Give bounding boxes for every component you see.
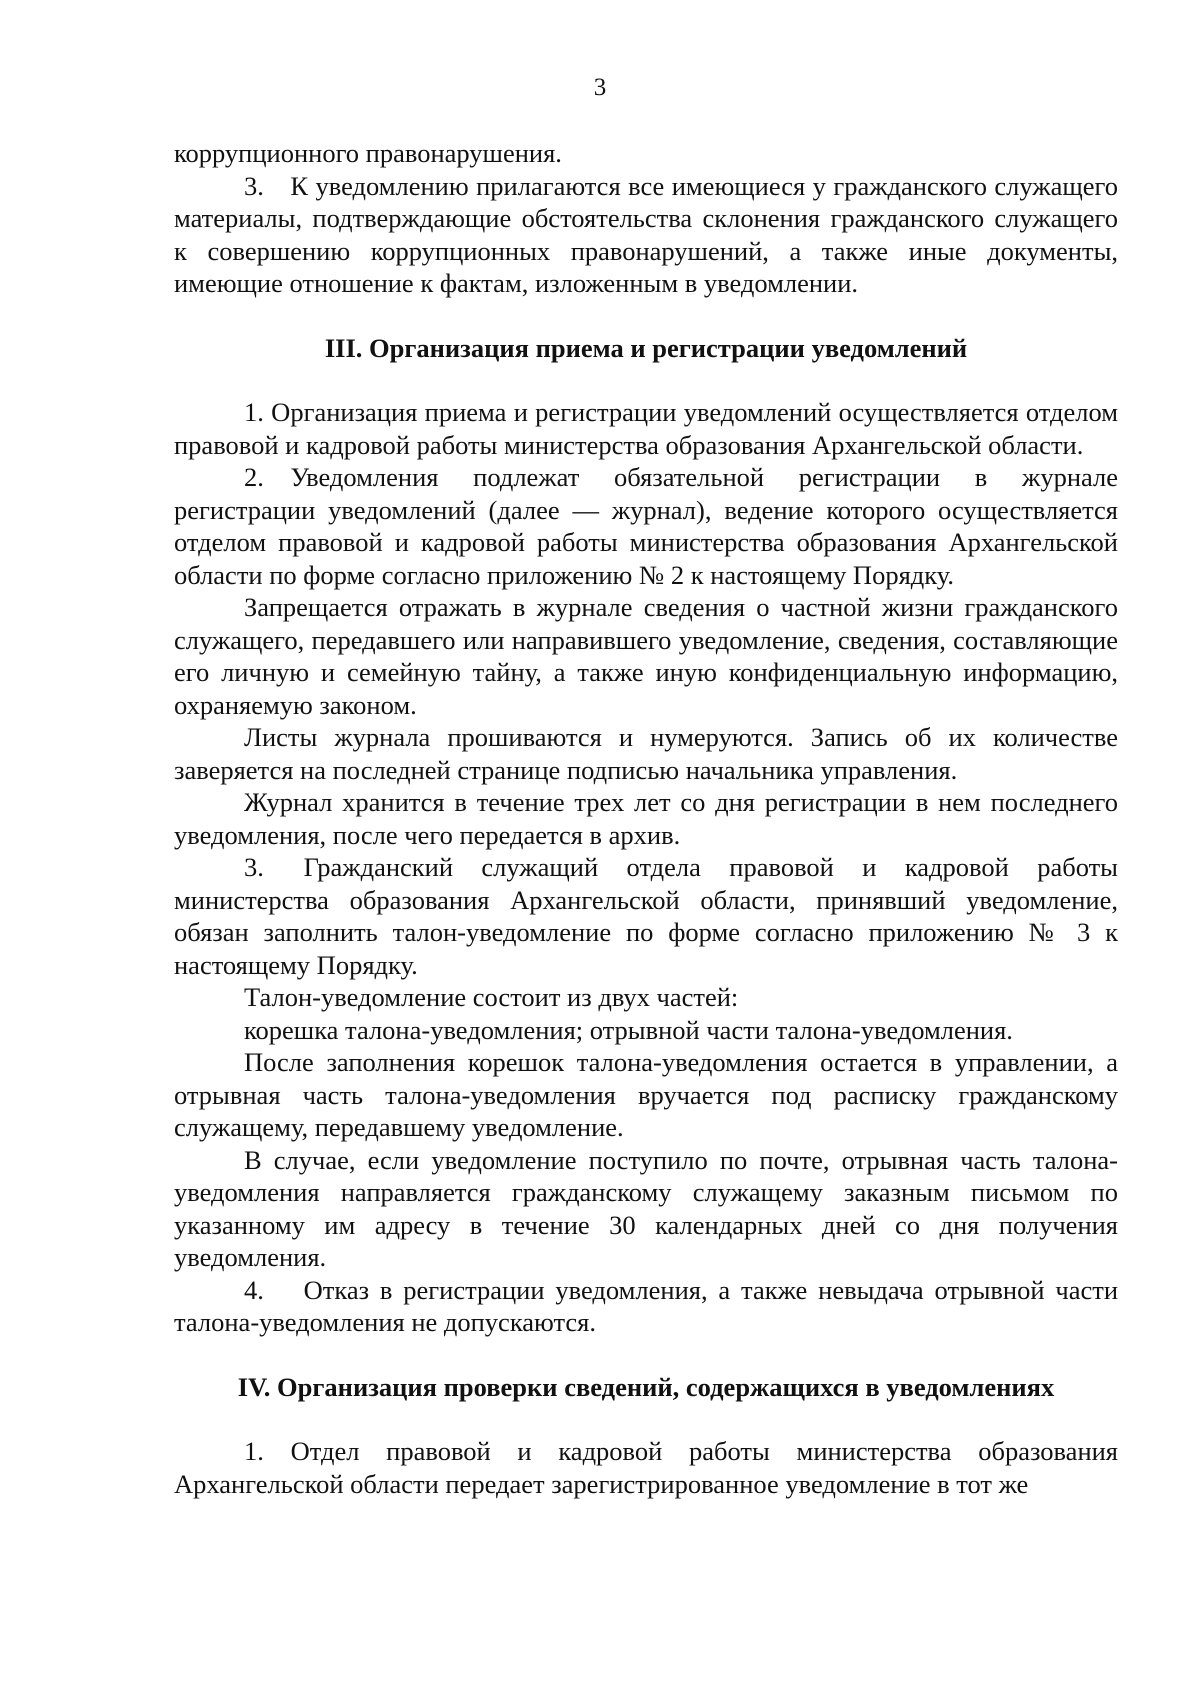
paragraph: 3. К уведомлению прилагаются все имеющиеся у гражданского служащего материалы, подтверждающие обстоятельства склонения гражданского служащего к совершению коррупционных правонарушений, а также иные документы, имеющие отношение к фактам, изложенным в уведомлении. [174,170,1118,298]
paragraph: 3. Гражданский служащий отдела правовой и кадровой работы министерства образования Архангельской области, принявший уведомление, обязан заполнить талон-уведомление по форме согласно приложению № 3 к настоящему Порядку. [174,852,1118,980]
paragraph: Листы журнала прошиваются и нумеруются. Запись об их количестве заверяется на последней странице подписью начальника управления. [174,722,1118,785]
page-number: 3 [593,74,607,101]
paragraph: 4. Отказ в регистрации уведомления, а также невыдача отрывной части талона-уведомления не допускаются. [174,1274,1118,1337]
document-body [174,137,1118,1500]
paragraph: 2. Уведомления подлежат обязательной регистрации в журнале регистрации уведомлений (далее — журнал), ведение которого осуществляется отделом правовой и кадровой работы министерства образования Архангельской области по форме согласно приложению № 2 к настоящему Порядку. [174,462,1118,590]
paragraph: коррупционного правонарушения. [174,138,562,168]
section-heading-4: IV. Организация проверки сведений, содержащихся в уведомлениях [237,1371,1055,1402]
paragraph: Талон-уведомление состоит из двух частей: [244,982,739,1012]
paragraph: Журнал хранится в течение трех лет со дня регистрации в нем последнего уведомления, после чего передается в архив. [174,787,1118,850]
paragraph: В случае, если уведомление поступило по почте, отрывная часть талона-уведомления направляется гражданскому служащему заказным письмом по указанному им адресу в течение 30 календарных дней со дня получения уведомления. [174,1144,1118,1272]
paragraph: 1. Организация приема и регистрации уведомлений осуществляется отделом правовой и кадровой работы министерства образования Архангельской области. [174,397,1118,460]
paragraph: 1. Отдел правовой и кадровой работы министерства образования Архангельской области передает зарегистрированное уведомление в тот же [174,1436,1118,1499]
paragraph: После заполнения корешок талона-уведомления остается в управлении, а отрывная часть талона-уведомления вручается под расписку гражданскому служащему, передавшему уведомление. [174,1047,1118,1142]
section-heading-3: III. Организация приема и регистрации уведомлений [324,332,968,363]
paragraph: Запрещается отражать в журнале сведения о частной жизни гражданского служащего, передавшего или направившего уведомление, сведения, составляющие его личную и семейную тайну, а также иную конфиденциальную информацию, охраняемую законом. [174,592,1118,720]
paragraph: корешка талона-уведомления; отрывной части талона-уведомления. [244,1014,1013,1045]
